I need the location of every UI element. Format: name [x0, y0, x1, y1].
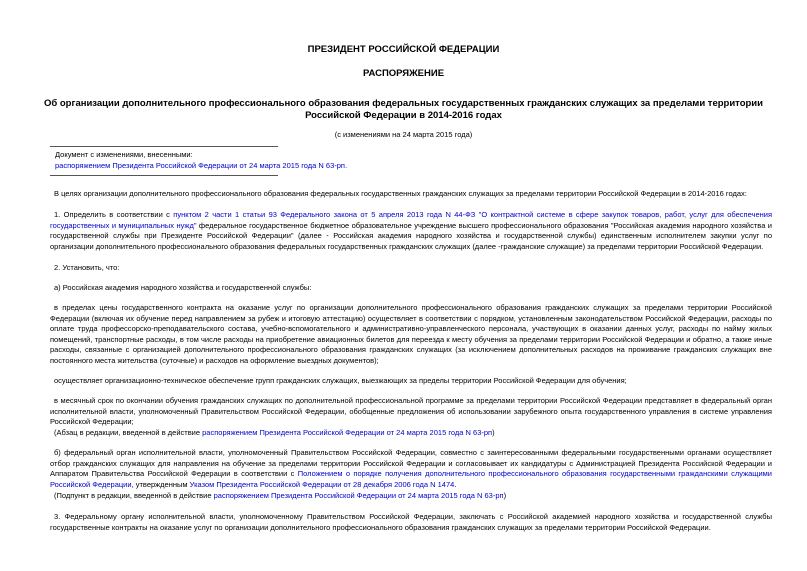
- p1-text-a: 1. Определить в соответствии с: [54, 210, 174, 219]
- paragraph-2: [50, 263, 772, 274]
- paragraph-2a-3: [50, 396, 772, 428]
- p2b-text-b: , утвержденным: [131, 479, 190, 489]
- change-note: [55, 150, 455, 171]
- amendment-note-1: [54, 428, 495, 439]
- p2b-text-c: .: [454, 479, 457, 489]
- p2a2-text: осуществляет организационно-техническое обеспечение групп гражданских служащих, выезжающих за пределы территории Российской Федерации для обучения;: [54, 376, 627, 385]
- divider-top: [50, 146, 278, 147]
- paragraph-2a: [50, 283, 772, 294]
- law-44fz-link[interactable]: пунктом 2 части 1 статьи 93 Федерального закона от 5 апреля 2013 года N 44-ФЗ "О контрактной системе в сфере закупок товаров, работ, услуг для обеспечения государственных и муниципальных нужд": [50, 210, 773, 230]
- note2-text-b: ): [503, 491, 507, 500]
- p3-text: 3. Федеральному органу исполнительной власти, уполномоченному Правительством Российской Федерации, заключать с Российской академией народного хозяйства и государственной службы государственные контракты на оказание услуг по организации дополнительного профессионального образования гражданских служащих за пределами территории Российской Федерации.: [50, 512, 772, 532]
- document-type: РАСПОРЯЖЕНИЕ: [362, 68, 445, 79]
- paragraph-2b: [50, 448, 772, 490]
- change-note-link[interactable]: распоряжением Президента Российской Федерации от 24 марта 2015 года N 63-рп.: [55, 160, 348, 170]
- p2a1-text: в пределах цены государственного контракта на оказание услуг по организации дополнительного профессионального образования гражданских служащих за пределами территории Российской Федерации (включая их обучение перед направлением за рубеж и итоговую аттестацию) осуществляет в соответствии с порядком, установленным законодательством Российской Федерации, расходы по оплате труда профессорско-преподавательского состава, учебно-вспомогательного и административно-управленческого персонала, участвующих в оказании данных услуг, расходы по найму жилых помещений, транспортные расходы, в том числе расходы на приобретение авиационных билетов для переезда к месту обучения за пределами территории Российской Федерации и обратно, а также иные расходы, связанные с организацией дополнительного профессионального образования гражданских служащих (за исключением дополнительных расходов на проживание гражданских служащих вне постоянного места жительства (суточные) и расходов на оформление выездных документов);: [50, 303, 772, 365]
- change-note-label: Документ с изменениями, внесенными:: [55, 150, 193, 159]
- paragraph-intro: [50, 189, 772, 200]
- note2-text-a: (Подпункт в редакции, введенной в действие: [54, 491, 214, 500]
- decree-1474-link[interactable]: Указом Президента Российской Федерации от 28 декабря 2006 года N 1474: [189, 479, 455, 489]
- amendment-link-1[interactable]: распоряжением Президента Российской Федерации от 24 марта 2015 года N 63-рп: [202, 428, 493, 437]
- paragraph-3: [50, 512, 772, 533]
- note1-text-b: ): [492, 428, 495, 437]
- p1-text-b: федеральное государственное бюджетное образовательное учреждение высшего профессионального образования "Российская академия народного хозяйства и государственной службы при Президенте Российской Федерации" (далее - Российская академия народного хозяйства и государственной службы) единственным исполнителем закупки услуг по организации дополнительного профессионального образования федеральных государственных гражданских служащих (далее -гражданские служащие) за пределами территории Российской Федерации.: [50, 220, 772, 251]
- p2a-text: а) Российская академия народного хозяйства и государственной службы:: [54, 283, 312, 292]
- amendment-link-2[interactable]: распоряжением Президента Российской Федерации от 24 марта 2015 года N 63-рп: [213, 491, 504, 500]
- amendment-note-2: [54, 491, 506, 502]
- p2b-text-a: б) федеральный орган исполнительной власти, уполномоченный Правительством Российской Федерации, совместно с заинтересованными федеральными государственными органами осуществляет отбор гражданских служащих для направления на обучение за пределами территории Российской Федерации и согласовывает их кандидатуры с Администрацией Президента Российской Федерации и Аппаратом Правительства Российской Федерации в соответствии с: [50, 448, 772, 479]
- divider-bottom: [50, 175, 278, 176]
- document-title: Об организации дополнительного профессионального образования федеральных государственных гражданских служащих за пределами территории Российской Федерации в 2014-2016 годах: [43, 98, 763, 121]
- issuing-authority: ПРЕЗИДЕНТ РОССИЙСКОЙ ФЕДЕРАЦИИ: [307, 44, 500, 55]
- paragraph-1: [50, 210, 772, 252]
- p2a3-text: в месячный срок по окончании обучения гражданских служащих по дополнительной профессиональной программе за пределами территории Российской Федерации представляет в федеральный орган исполнительной власти, уполномоченный Правительством Российской Федерации, обобщенные предложения об использовании зарубежного опыта государственного управления в системе управления Российской Федерации;: [50, 396, 772, 427]
- p2-text: 2. Установить, что:: [54, 263, 120, 272]
- note1-text-a: (Абзац в редакции, введенной в действие: [54, 428, 203, 437]
- edition-note: (с изменениями на 24 марта 2015 года): [334, 130, 473, 139]
- paragraph-2a-2: [50, 376, 772, 387]
- regulation-link[interactable]: Положением о порядке получения дополнительного профессионального образования государственными гражданскими служащими Российской Федерации: [50, 469, 772, 489]
- intro-text: В целях организации дополнительного профессионального образования федеральных государственных гражданских служащих за пределами территории Российской Федерации в 2014-2016 годах:: [54, 189, 747, 198]
- paragraph-2a-1: [50, 303, 772, 367]
